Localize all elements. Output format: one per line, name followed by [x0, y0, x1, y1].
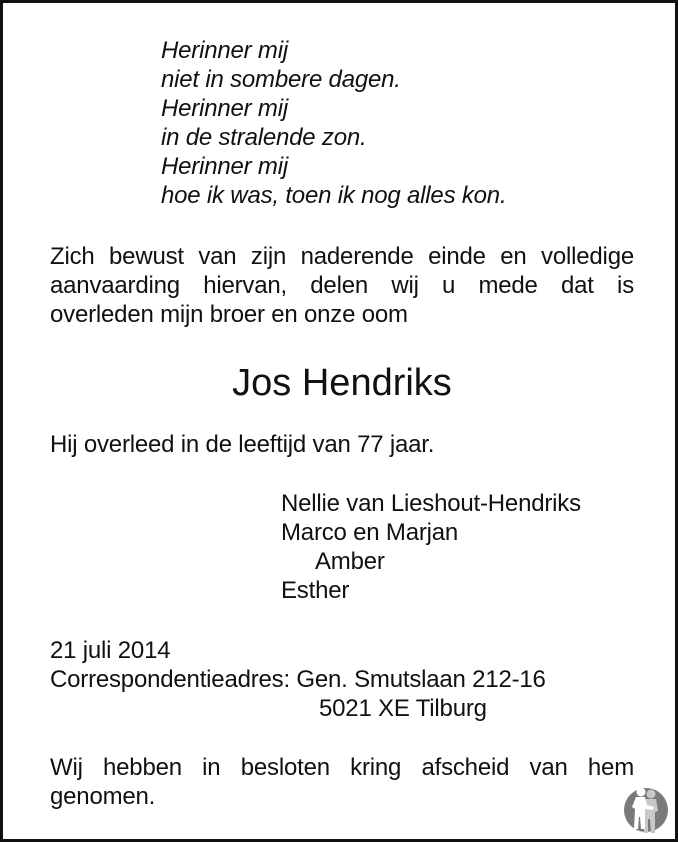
date: 21 juli 2014 [50, 637, 171, 664]
family-member: Esther [281, 577, 350, 604]
poem [161, 36, 506, 210]
poem-line: in de stralende zon. [161, 124, 367, 151]
closing-line: Wij hebben in besloten kring afscheid van hem [50, 754, 634, 781]
closing-paragraph [50, 753, 634, 811]
embracing-figures-icon [622, 785, 670, 835]
announcement-line: overleden mijn broer en onze oom [50, 301, 408, 328]
poem-line: Herinner mij [161, 153, 288, 180]
family-member: Marco en Marjan [281, 519, 459, 546]
family-member: Amber [315, 548, 385, 575]
announcement-line: Zich bewust van zijn naderende einde en volledige [50, 243, 634, 270]
announcement-paragraph [50, 242, 634, 329]
age-statement: Hij overleed in de leeftijd van 77 jaar. [50, 431, 435, 458]
poem-line: hoe ik was, toen ik nog alles kon. [161, 182, 507, 209]
poem-line: Herinner mij [161, 37, 288, 64]
correspondence-postcode-city: 5021 XE Tilburg [319, 695, 487, 722]
closing-line: genomen. [50, 783, 156, 810]
deceased-name: Jos Hendriks [232, 362, 452, 404]
announcement-line: aanvaarding hiervan, delen wij u mede dat is [50, 272, 634, 299]
correspondence-address: Correspondentieadres: Gen. Smutslaan 212-16 [50, 666, 546, 693]
poem-line: niet in sombere dagen. [161, 66, 401, 93]
poem-line: Herinner mij [161, 95, 288, 122]
family-member: Nellie van Lieshout-Hendriks [281, 490, 581, 517]
family-list [281, 489, 581, 605]
